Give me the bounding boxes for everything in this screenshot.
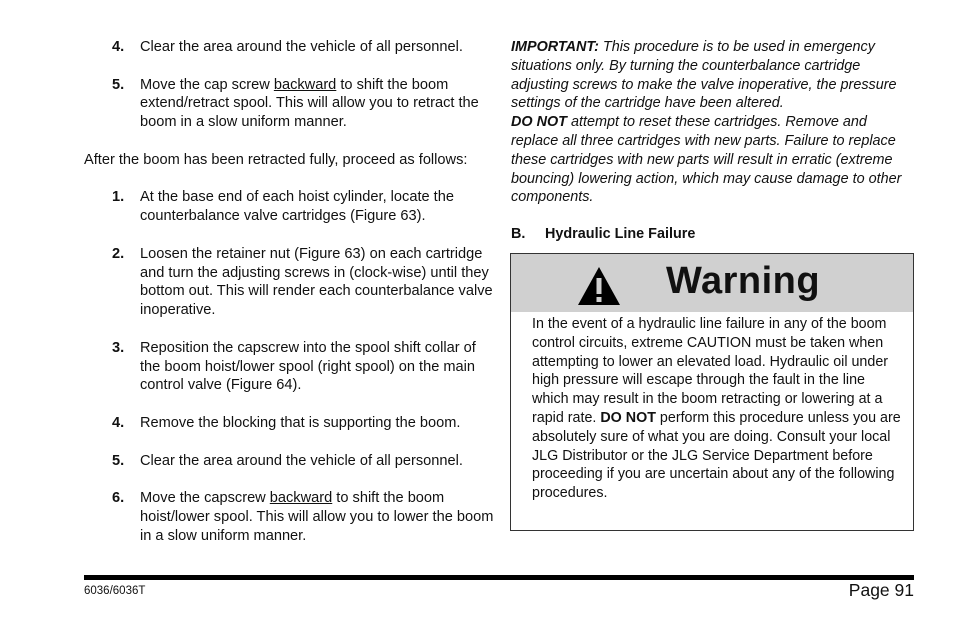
underlined-word: backward — [269, 490, 333, 507]
warning-text-part: perform this procedure unless you are absolutely sure of what you are doing. Consult your local JLG Distributor or the JLG Service Department before proceeding if you are uncertain about any of the following procedures. — [532, 409, 901, 502]
important-text: This procedure is to be used in emergency situations only. By turning the counterbalance cartridge adjusting screws to make the valve inoperative, the pressure settings of the cartridge have been altered. — [511, 39, 897, 112]
step-text: Clear the area around the vehicle of all personnel. — [140, 452, 463, 469]
section-heading — [511, 225, 916, 243]
model-number: 6036/6036T — [84, 585, 146, 597]
step-item — [84, 76, 494, 132]
step-item — [84, 452, 494, 471]
step-item — [84, 188, 494, 226]
right-column — [511, 38, 916, 243]
step-number: 3. — [112, 339, 125, 356]
warning-title: Warning — [666, 260, 821, 302]
step-item — [84, 414, 494, 433]
important-label: IMPORTANT: — [511, 39, 599, 55]
step-text: Clear the area around the vehicle of all personnel. — [140, 39, 463, 55]
left-column — [84, 38, 494, 564]
step-number: 2. — [112, 245, 125, 262]
warning-text-part: In the event of a hydraulic line failure in any of the boom control circuits, extreme CAUTION must be taken when attempting to lower an elevated load. Hydraulic oil under high pressure will escape through the fault in the line which may result in the boom retracting or lowering at a rapid rate. — [532, 316, 889, 426]
step-item — [84, 245, 494, 320]
step-text-part: Move the cap screw — [140, 76, 274, 93]
section-letter: B. — [511, 226, 526, 243]
important-note — [511, 38, 916, 113]
step-number: 6. — [112, 490, 125, 507]
intro-paragraph: After the boom has been retracted fully, proceed as follows: — [84, 151, 468, 168]
warning-do-not: DO NOT — [600, 409, 656, 426]
step-number: 4. — [112, 39, 125, 55]
step-number: 5. — [112, 452, 125, 469]
step-number: 1. — [112, 189, 125, 206]
step-number: 4. — [112, 414, 125, 431]
step-text: Reposition the capscrew into the spool shift collar of the boom hoist/lower spool (right spool) on the main control valve (Figure 64). — [140, 339, 476, 394]
step-text — [140, 490, 493, 544]
warning-box — [510, 253, 914, 531]
do-not-label: DO NOT — [511, 114, 567, 131]
warning-text — [532, 315, 904, 503]
underlined-word: backward — [273, 76, 337, 93]
section-title: Hydraulic Line Failure — [545, 226, 696, 243]
step-text-part: Move the capscrew — [140, 490, 270, 507]
step-text: Remove the blocking that is supporting the boom. — [140, 414, 461, 431]
step-text-part: to shift the boom extend/retract spool. This will allow you to retract the boom in a slow uniform manner. — [140, 76, 479, 131]
step-item — [84, 339, 494, 395]
step-text: Loosen the retainer nut (Figure 63) on each cartridge and turn the adjusting screws in (clock-wise) until they bottom out. This will render each counterbalance valve inoperative. — [140, 245, 493, 319]
step-number: 5. — [112, 76, 125, 93]
step-item — [84, 489, 494, 545]
step-text-part: to shift the boom hoist/lower spool. This will allow you to lower the boom in a slow uniform manner. — [140, 490, 494, 544]
footer-rule — [84, 575, 914, 580]
page-number: Page 91 — [848, 580, 914, 600]
step-text: At the base end of each hoist cylinder, locate the counterbalance valve cartridges (Figure 63). — [140, 189, 454, 225]
do-not-text: attempt to reset these cartridges. Remove and replace all three cartridges with new parts. Failure to replace these cartridges with new parts will result in erratic (extreme bouncing) lowering action, which may cause damage to other components. — [511, 114, 902, 206]
do-not-note — [511, 113, 916, 207]
warning-triangle-icon — [577, 266, 621, 306]
warning-header — [511, 254, 913, 312]
step-item — [84, 38, 494, 57]
step-text — [140, 77, 479, 131]
